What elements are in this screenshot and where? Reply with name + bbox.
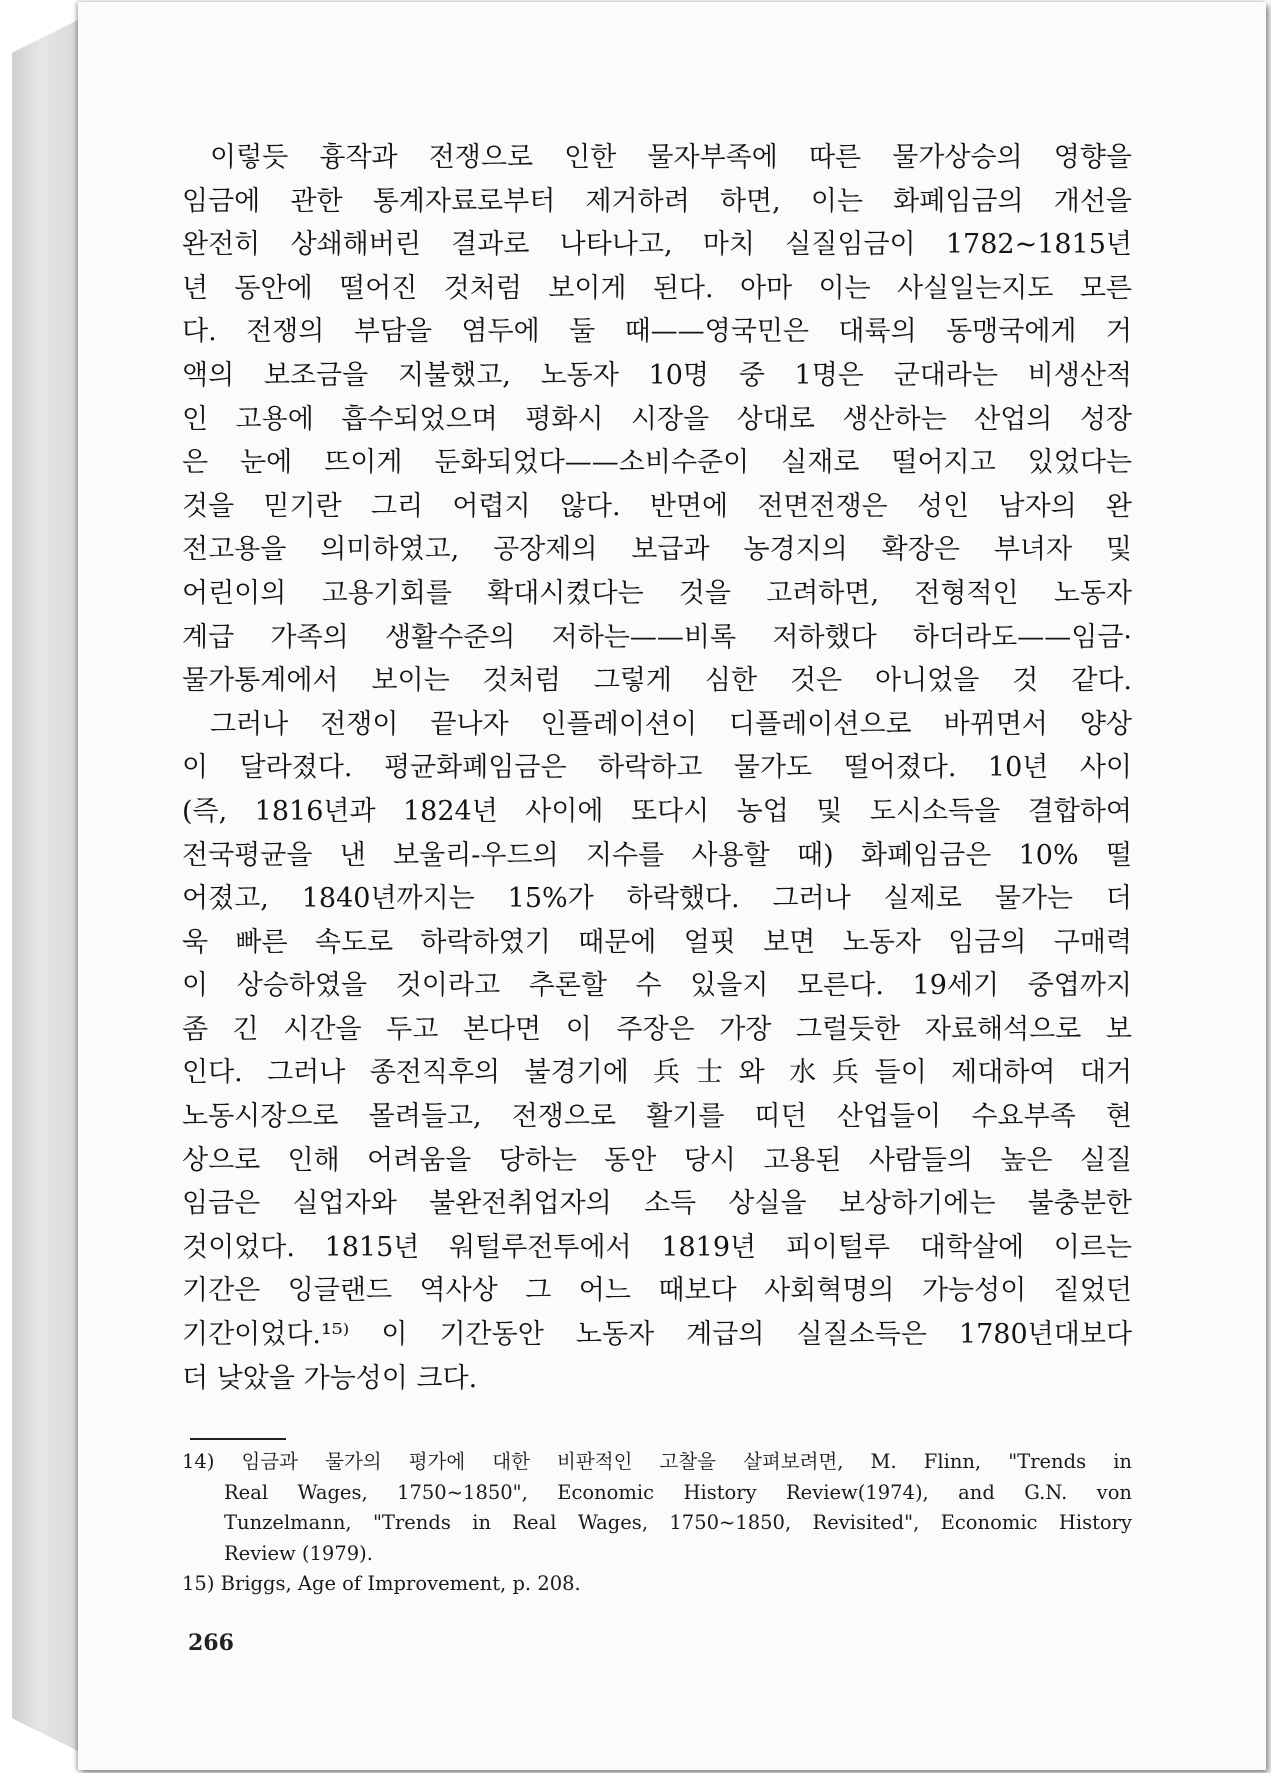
footnote-divider xyxy=(190,1438,286,1440)
page-number: 266 xyxy=(188,1630,234,1656)
text-line: 물가통계에서 보이는 것처럼 그렇게 심한 것은 아니었을 것 같다. xyxy=(182,665,1132,697)
text-line: 임금은 실업자와 불완전취업자의 소득 상실을 보상하기에는 불충분한 xyxy=(182,1188,1132,1220)
book-spine xyxy=(12,18,82,1753)
footnote-15: 15) Briggs, Age of Improvement, p. 208. xyxy=(182,1572,581,1595)
text-line: 년 동안에 떨어진 것처럼 보이게 된다. 아마 이는 사실일는지도 모른 xyxy=(182,272,1132,304)
text-line: 이렇듯 흉작과 전쟁으로 인한 물자부족에 따른 물가상승의 영향을 xyxy=(210,142,1132,173)
footnote-14-line: Real Wages, 1750~1850", Economic History Review(1974), and G.N. von xyxy=(224,1480,1132,1504)
text-line: 완전히 상쇄해버린 결과로 나타나고, 마치 실질임금이 1782~1815년 xyxy=(182,229,1132,261)
text-line: 그러나 전쟁이 끝나자 인플레이션이 디플레이션으로 바뀌면서 양상 xyxy=(210,708,1132,740)
text-line: 인 고용에 흡수되었으며 평화시 시장을 상대로 생산하는 산업의 성장 xyxy=(182,403,1132,435)
footnotes xyxy=(182,1447,1132,1600)
footnote-14-line: 14) 임금과 물가의 평가에 대한 비판적인 고찰을 살펴보려면, M. Flinn, "Trends in xyxy=(182,1450,1132,1473)
text-line: (즉, 1816년과 1824년 사이에 또다시 농업 및 도시소득을 결합하여 xyxy=(182,795,1132,827)
text-line: 은 눈에 뜨이게 둔화되었다——소비수준이 실재로 떨어지고 있었다는 xyxy=(182,447,1132,479)
text-line: 더 낮았을 가능성이 크다. xyxy=(182,1362,478,1394)
text-line: 전국평균을 낸 보울리-우드의 지수를 사용할 때) 화폐임금은 10% 떨 xyxy=(182,839,1132,871)
body-text xyxy=(182,136,1132,1400)
text-line: 기간은 잉글랜드 역사상 그 어느 때보다 사회혁명의 가능성이 짙었던 xyxy=(182,1275,1132,1307)
text-line: 인다. 그러나 종전직후의 불경기에 兵士와 水兵들이 제대하여 대거 xyxy=(182,1057,1132,1089)
text-line: 이 달라졌다. 평균화폐임금은 하락하고 물가도 떨어졌다. 10년 사이 xyxy=(182,752,1132,784)
footnote-14-line: Review (1979). xyxy=(224,1541,373,1565)
text-line: 욱 빠른 속도로 하락하였기 때문에 얼핏 보면 노동자 임금의 구매력 xyxy=(182,926,1132,958)
text-line: 임금에 관한 통계자료로부터 제거하려 하면, 이는 화폐임금의 개선을 xyxy=(182,185,1132,217)
text-line: 어린이의 고용기회를 확대시켰다는 것을 고려하면, 전형적인 노동자 xyxy=(182,577,1132,609)
text-line: 상으로 인해 어려움을 당하는 동안 당시 고용된 사람들의 높은 실질 xyxy=(182,1144,1132,1176)
text-line: 어졌고, 1840년까지는 15%가 하락했다. 그러나 실제로 물가는 더 xyxy=(182,883,1132,915)
text-line: 것을 믿기란 그리 어렵지 않다. 반면에 전면전쟁은 성인 남자의 완 xyxy=(182,490,1132,522)
text-line: 액의 보조금을 지불했고, 노동자 10명 중 1명은 군대라는 비생산적 xyxy=(182,359,1132,391)
text-line: 전고용을 의미하였고, 공장제의 보급과 농경지의 확장은 부녀자 및 xyxy=(182,534,1132,566)
footnote-14-line: Tunzelmann, "Trends in Real Wages, 1750~1850, Revisited", Economic History xyxy=(224,1511,1132,1534)
text-line: 것이었다. 1815년 워털루전투에서 1819년 피이털루 대학살에 이르는 xyxy=(182,1231,1132,1263)
text-line: 다. 전쟁의 부담을 염두에 둘 때——영국민은 대륙의 동맹국에게 거 xyxy=(182,316,1132,348)
text-line: 이 상승하였을 것이라고 추론할 수 있을지 모른다. 19세기 중엽까지 xyxy=(182,970,1132,1002)
text-line: 좀 긴 시간을 두고 본다면 이 주장은 가장 그럴듯한 자료해석으로 보 xyxy=(182,1013,1132,1045)
text-line: 노동시장으로 몰려들고, 전쟁으로 활기를 띠던 산업들이 수요부족 현 xyxy=(182,1101,1132,1133)
text-line: 기간이었다.¹⁵⁾ 이 기간동안 노동자 계급의 실질소득은 1780년대보다 xyxy=(182,1319,1132,1351)
text-line: 계급 가족의 생활수준의 저하는——비록 저하했다 하더라도——임금· xyxy=(182,621,1132,653)
